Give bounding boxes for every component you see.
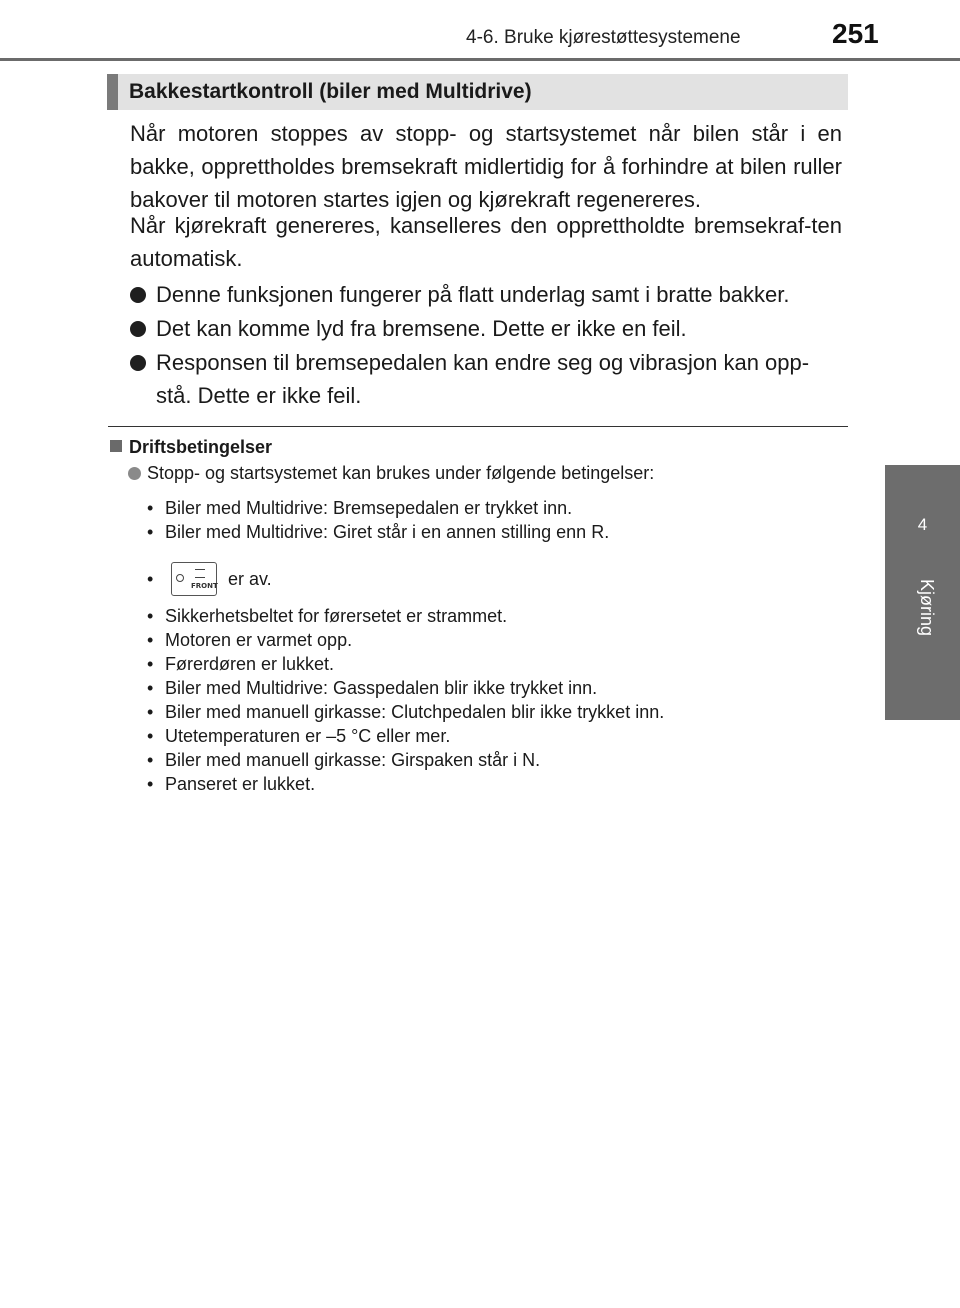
bullet-text: Denne funksjonen fungerer på flatt underlag samt i bratte bakker. — [156, 282, 790, 307]
condition-item: • Motoren er varmet opp. — [147, 630, 353, 650]
condition-text: Biler med Multidrive: Bremsepedalen er trykket inn. — [165, 498, 573, 518]
conditions-lead-text: Stopp- og startsystemet kan brukes under følgende betingelser: — [147, 463, 655, 483]
condition-text: Utetemperaturen er –5 °C eller mer. — [165, 726, 451, 746]
condition-text: Førerdøren er lukket. — [165, 654, 335, 674]
square-marker-icon — [110, 440, 122, 452]
condition-item: • Utetemperaturen er –5 °C eller mer. — [147, 726, 451, 746]
bullet-dot-icon — [130, 355, 146, 371]
condition-text: er av. — [228, 569, 272, 589]
bullet-dot-icon — [130, 321, 146, 337]
bullet-item — [130, 346, 842, 412]
section-heading: Bakkestartkontroll (biler med Multidrive) — [107, 74, 848, 110]
header-section-title: 4-6. Bruke kjørestøttesystemene — [466, 27, 741, 48]
paragraph-1: Når motoren stoppes av stopp- og startsystemet når bilen står i en bakke, opprettholdes bremsekraft midlertidig for å forhindre at bilen ruller bakover til motoren startes igjen og kjørekraft regenereres. — [130, 121, 842, 212]
section-divider — [108, 426, 848, 427]
conditions-list-a — [147, 496, 609, 544]
condition-item: • Biler med manuell girkasse: Clutchpedalen blir ikke trykket inn. — [147, 702, 665, 722]
feature-bullet-list — [130, 278, 842, 412]
chapter-number: 4 — [917, 515, 928, 534]
page-number: 251 — [832, 18, 879, 49]
condition-text: Biler med manuell girkasse: Clutchpedalen blir ikke trykket inn. — [165, 702, 665, 722]
condition-item: • Førerdøren er lukket. — [147, 654, 335, 674]
condition-item: • Biler med Multidrive: Giret står i en annen stilling enn R. — [147, 522, 610, 542]
bullet-text: Responsen til bremsepedalen kan endre seg og vibrasjon kan opp-stå. Dette er ikke feil. — [156, 350, 810, 408]
bullet-item — [130, 278, 842, 311]
bullet-text: Det kan komme lyd fra bremsene. Dette er ikke en feil. — [156, 316, 687, 341]
condition-text: Biler med Multidrive: Giret står i en annen stilling enn R. — [165, 522, 610, 542]
chapter-side-tab — [885, 465, 960, 720]
conditions-list-b — [147, 604, 664, 796]
condition-item: • Biler med manuell girkasse: Girspaken står i N. — [147, 750, 541, 770]
condition-item: • Biler med Multidrive: Gasspedalen blir ikke trykket inn. — [147, 678, 598, 698]
conditions-heading — [110, 437, 272, 458]
condition-text: Biler med manuell girkasse: Girspaken står i N. — [165, 750, 541, 770]
conditions-lead — [128, 463, 654, 484]
condition-item: • Panseret er lukket. — [147, 774, 316, 794]
condition-item: • Sikkerhetsbeltet for førersetet er strammet. — [147, 606, 508, 626]
paragraph-2: Når kjørekraft genereres, kanselleres den opprettholdte bremsekraf-ten automatisk. — [130, 213, 842, 271]
front-icon-label: FRONT — [191, 582, 218, 590]
condition-text: Biler med Multidrive: Gasspedalen blir ikke trykket inn. — [165, 678, 598, 698]
bullet-item — [130, 312, 842, 345]
condition-text: Sikkerhetsbeltet for førersetet er strammet. — [165, 606, 508, 626]
front-defogger-switch-icon — [171, 562, 217, 596]
chapter-label: Kjøring — [917, 579, 937, 637]
grey-bullet-icon — [128, 467, 141, 480]
condition-text: Motoren er varmet opp. — [165, 630, 353, 650]
condition-item: • Biler med Multidrive: Bremsepedalen er trykket inn. — [147, 498, 573, 518]
condition-text: Panseret er lukket. — [165, 774, 316, 794]
header-divider — [0, 58, 960, 61]
conditions-heading-text: Driftsbetingelser — [129, 437, 273, 457]
bullet-dot-icon — [130, 287, 146, 303]
